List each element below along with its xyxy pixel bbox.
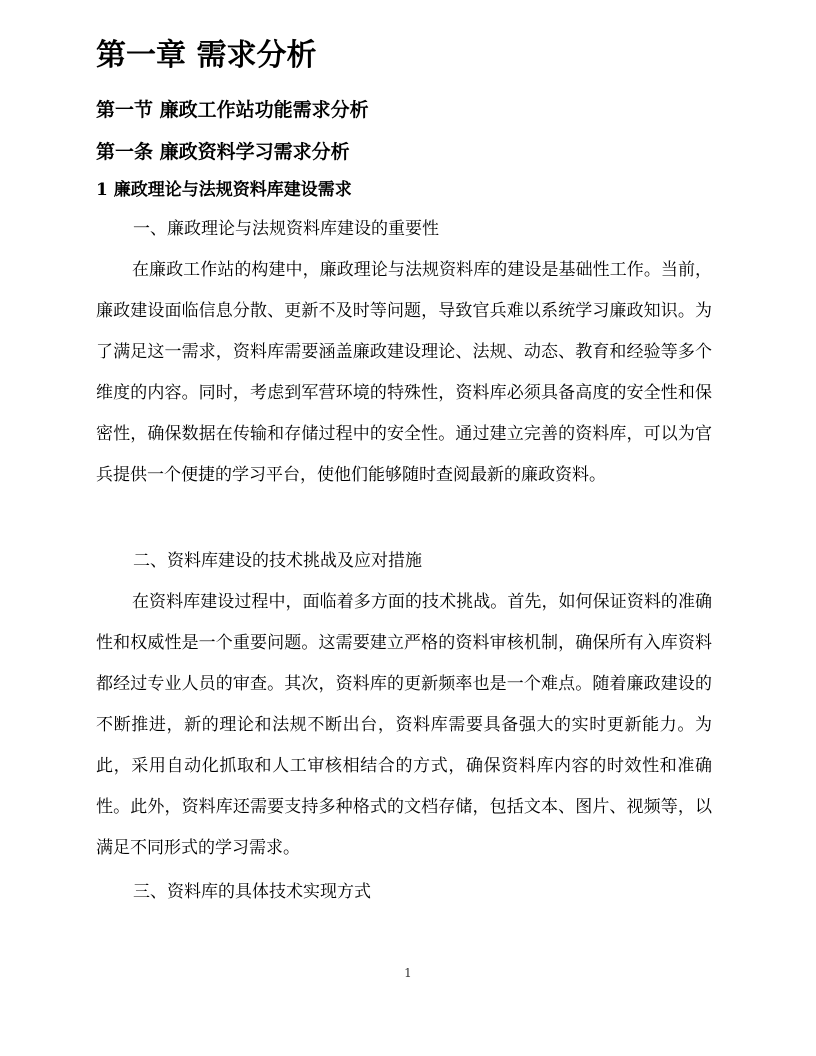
subsection-title: 1 廉政理论与法规资料库建设需求 (96, 180, 352, 200)
part3-title: 三、资料库的具体技术实现方式 (133, 882, 371, 902)
part1-paragraph: 在廉政工作站的构建中，廉政理论与法规资料库的建设是基础性工作。当前，廉政建设面临信息分散、更新不及时等问题，导致官兵难以系统学习廉政知识。为了满足这一需求，资料库需要涵盖廉政建设理论、法规、动态、教育和经验等多个维度的内容。同时，考虑到军营环境的特殊性，资料库必须具备高度的安全性和保密性，确保数据在传输和存储过程中的安全性。通过建立完善的资料库，可以为官兵提供一个便捷的学习平台，使他们能够随时查阅最新的廉政资料。 (96, 260, 712, 485)
section-title: 第一节 廉政工作站功能需求分析 (96, 99, 369, 121)
part1-title: 一、廉政理论与法规资料库建设的重要性 (133, 219, 439, 239)
article-title: 第一条 廉政资料学习需求分析 (96, 141, 350, 163)
page-number: 1 (404, 966, 412, 980)
part2-paragraph: 在资料库建设过程中，面临着多方面的技术挑战。首先，如何保证资料的准确性和权威性是一个重要问题。这需要建立严格的资料审核机制，确保所有入库资料都经过专业人员的审查。其次，资料库的更新频率也是一个难点。随着廉政建设的不断推进，新的理论和法规不断出台，资料库需要具备强大的实时更新能力。为此，采用自动化抓取和人工审核相结合的方式，确保资料库内容的时效性和准确性。此外，资料库还需要支持多种格式的文档存储，包括文本、图片、视频等，以满足不同形式的学习需求。 (96, 592, 712, 858)
part2-title: 二、资料库建设的技术挑战及应对措施 (133, 551, 422, 571)
chapter-title: 第一章 需求分析 (96, 38, 317, 73)
